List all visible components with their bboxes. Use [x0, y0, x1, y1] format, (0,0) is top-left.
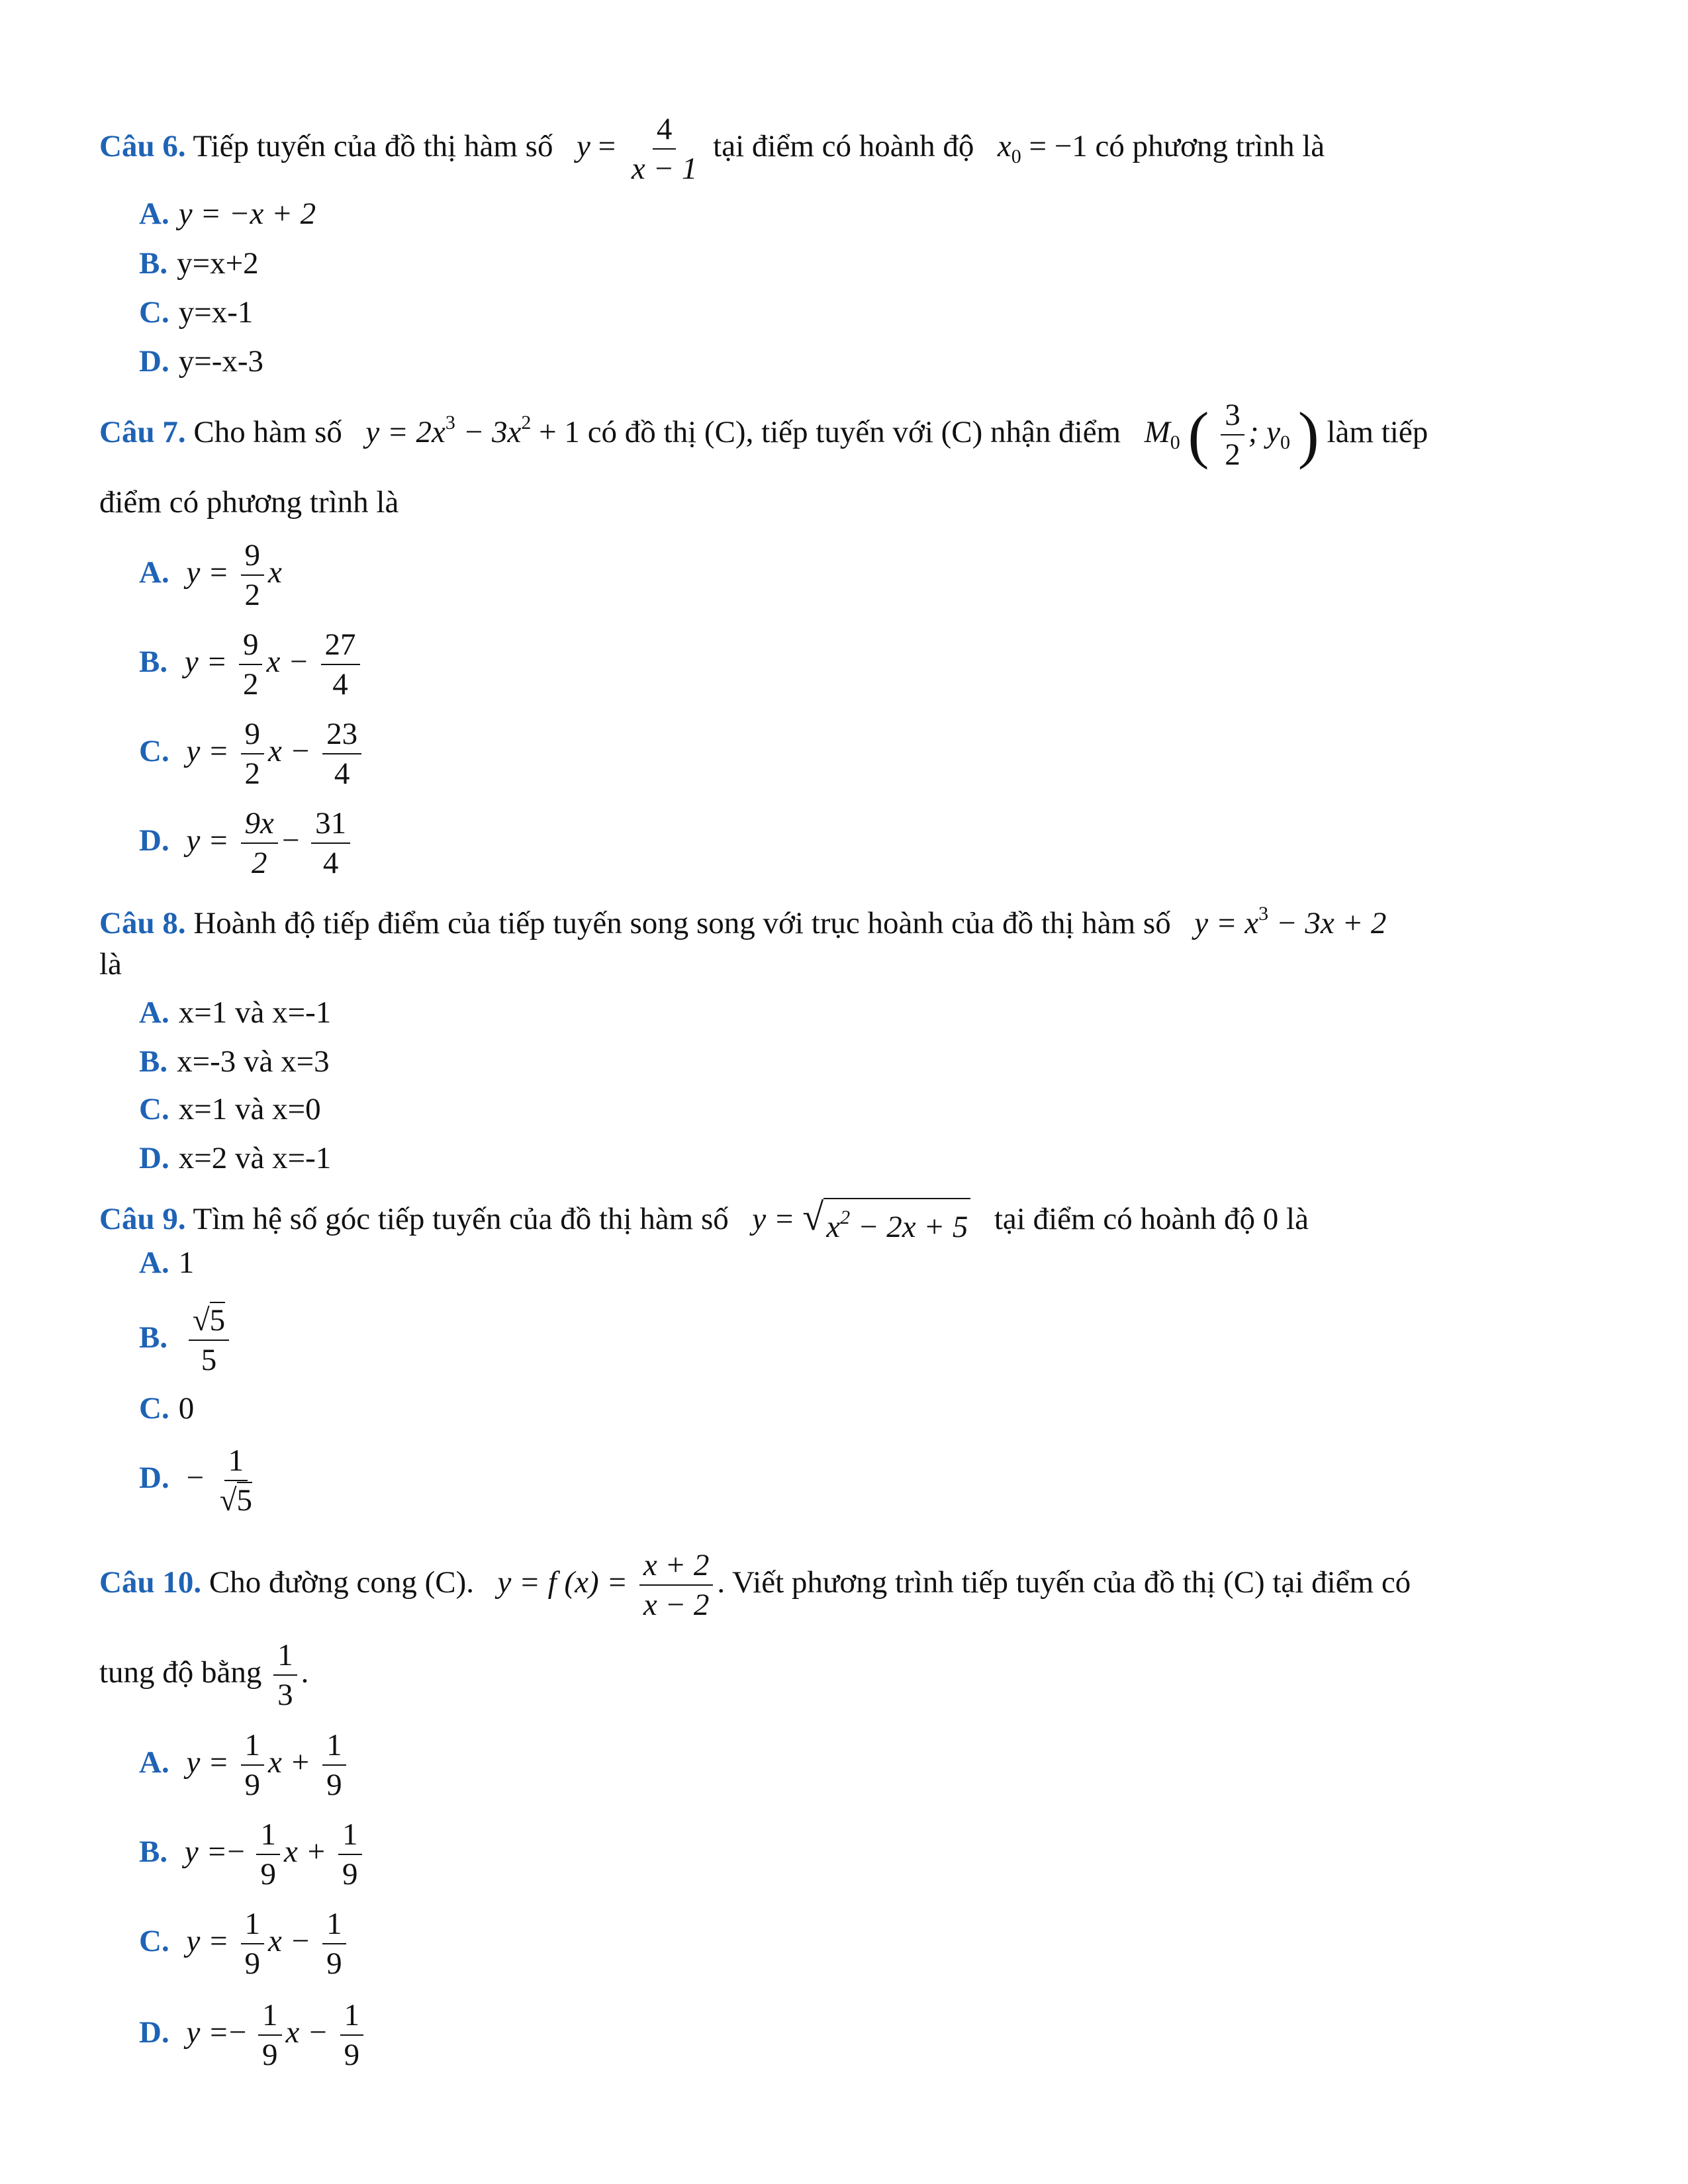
fraction-denominator: 9: [342, 1857, 358, 1891]
radical-sign: √: [192, 1303, 210, 1338]
option-9a[interactable]: [139, 1244, 194, 1281]
fraction-denominator: 4: [322, 846, 339, 880]
math-op: −: [186, 1460, 204, 1495]
math-sqrt: [802, 1195, 970, 1246]
math-paren: ): [1297, 399, 1319, 470]
math-expr: −: [281, 823, 300, 858]
option-text: 0: [178, 1391, 195, 1426]
fraction-numerator: 9x: [241, 805, 278, 844]
option-8d[interactable]: [139, 1140, 331, 1177]
math-fraction: [639, 1547, 714, 1623]
fraction-denominator: 2: [1225, 437, 1241, 472]
math-exponent: 3: [445, 411, 455, 433]
math-fraction: [241, 1727, 265, 1803]
math-expr: ; y: [1248, 414, 1281, 449]
fraction-numerator: 1: [340, 1997, 364, 2036]
math-fraction: [1221, 397, 1244, 473]
question-text: làm tiếp: [1327, 414, 1429, 449]
option-label: D.: [139, 1460, 169, 1495]
math-op: −: [228, 2015, 247, 2050]
fraction-numerator: 9: [239, 627, 263, 665]
math-fraction: [340, 1997, 364, 2073]
fraction-numerator: 4: [653, 111, 677, 150]
math-exponent: 2: [840, 1206, 851, 1228]
math-fraction: [241, 805, 278, 881]
math-fraction: [321, 627, 360, 702]
math-fraction: [256, 1817, 280, 1892]
math-expr: y = x: [1194, 906, 1259, 940]
fraction-denominator: 4: [332, 667, 348, 702]
question-text: Hoành độ tiếp điểm của tiếp tuyến song song với trục hoành của đồ thị hàm số: [193, 906, 1171, 940]
question-7: [99, 397, 1582, 473]
option-10b[interactable]: [139, 1817, 366, 1892]
option-label: B.: [139, 1834, 168, 1869]
math-expr: − 3x + 2: [1268, 906, 1387, 940]
fraction-denominator: x − 2: [643, 1588, 710, 1622]
option-label: D.: [139, 1141, 169, 1175]
question-text: là: [99, 947, 122, 981]
option-text: y=x+2: [177, 246, 259, 281]
math-expr: x −: [268, 733, 311, 768]
option-6c[interactable]: [139, 294, 253, 331]
math-expr: y =: [752, 1201, 795, 1236]
question-text: điểm có phương trình là: [99, 485, 399, 520]
question-text: tại điểm có hoành độ: [713, 128, 974, 163]
option-label: A.: [139, 995, 169, 1030]
option-text: x=2 và x=-1: [178, 1141, 332, 1175]
option-10c[interactable]: [139, 1906, 350, 1981]
math-expr: x −: [268, 1923, 311, 1958]
option-6a[interactable]: [139, 195, 316, 232]
option-7b[interactable]: [139, 627, 364, 702]
question-text: có phương trình là: [1095, 128, 1325, 163]
option-label: A.: [139, 1246, 169, 1280]
math-fraction: [241, 1906, 265, 1981]
math-fraction: [322, 716, 361, 792]
math-fraction: [216, 1443, 256, 1518]
fraction-numerator: 1: [241, 1727, 265, 1766]
question-text: Tìm hệ số góc tiếp tuyến của đồ thị hàm số: [193, 1201, 729, 1236]
option-6b[interactable]: [139, 245, 259, 282]
fraction-numerator: x + 2: [639, 1547, 714, 1586]
option-8a[interactable]: [139, 994, 331, 1031]
math-expr: x −: [266, 644, 309, 679]
option-9d[interactable]: [139, 1443, 260, 1518]
option-9c[interactable]: [139, 1390, 194, 1427]
question-text: tại điểm có hoành độ 0 là: [994, 1201, 1309, 1236]
fraction-numerator: 9: [241, 716, 265, 754]
radicand: 5: [236, 1483, 253, 1518]
option-text: 1: [178, 1246, 195, 1280]
option-7a[interactable]: [139, 537, 282, 613]
radical-sign: √: [219, 1483, 237, 1518]
fraction-denominator: 9: [244, 1768, 261, 1802]
option-label: B.: [139, 644, 168, 679]
option-label: B.: [139, 246, 168, 281]
option-7d[interactable]: [139, 805, 354, 881]
fraction-numerator: 1: [224, 1443, 248, 1481]
option-label: B.: [139, 1044, 168, 1079]
option-text: x=-3 và x=3: [177, 1044, 330, 1079]
fraction-denominator: x − 1: [631, 152, 698, 186]
option-label: D.: [139, 344, 169, 379]
fraction-numerator: 1: [322, 1727, 346, 1766]
math-fraction: [322, 1906, 346, 1981]
option-10a[interactable]: [139, 1727, 350, 1803]
option-label: B.: [139, 1320, 168, 1355]
fraction-denominator: 3: [277, 1678, 293, 1712]
math-fraction: [189, 1302, 229, 1378]
math-fraction: [322, 1727, 346, 1803]
question-text: tung độ bằng: [99, 1655, 262, 1690]
math-value: = −1: [1029, 128, 1088, 163]
math-expr: x +: [283, 1834, 327, 1869]
question-7-cont: [99, 483, 1582, 522]
fraction-numerator: 23: [322, 716, 361, 754]
fraction-numerator: 27: [321, 627, 360, 665]
option-label: D.: [139, 2015, 169, 2050]
fraction-numerator: [189, 1302, 229, 1341]
question-9: [99, 1195, 1582, 1246]
math-expr: x +: [268, 1745, 311, 1780]
fraction-denominator: 9: [326, 1768, 342, 1802]
question-10: [99, 1547, 1582, 1623]
math-expr: y =: [186, 2015, 229, 2050]
radicand: [823, 1198, 970, 1246]
math-paren: (: [1188, 399, 1209, 470]
math-fraction: [311, 805, 350, 881]
option-8c[interactable]: [139, 1091, 321, 1128]
radicand: 5: [209, 1303, 226, 1338]
math-expr: y =: [186, 1745, 229, 1780]
option-label: A.: [139, 197, 169, 231]
option-text: y=-x-3: [178, 344, 264, 379]
math-exponent: 2: [521, 411, 532, 433]
question-text: . Viết phương trình tiếp tuyến của đồ thị (C) tại điểm có: [717, 1565, 1411, 1600]
option-text: x=1 và x=-1: [178, 995, 332, 1030]
fraction-denominator: 2: [242, 667, 259, 702]
math-fraction: [258, 1997, 282, 2073]
option-label: C.: [139, 1092, 169, 1126]
math-expr: y =: [184, 644, 228, 679]
option-label: C.: [139, 1923, 169, 1958]
math-expr: − 2x + 5: [850, 1210, 968, 1244]
fraction-numerator: 3: [1221, 397, 1244, 435]
math-var: y: [576, 128, 590, 163]
option-label: C.: [139, 1391, 169, 1426]
fraction-denominator: 2: [251, 846, 267, 880]
math-expr: y = 2x: [365, 414, 445, 449]
question-8: [99, 895, 1582, 942]
fraction-numerator: 1: [241, 1906, 265, 1944]
math-expr: y =: [186, 555, 229, 590]
option-label: C.: [139, 295, 169, 330]
math-expr: x −: [285, 2015, 328, 2050]
math-fraction: [338, 1817, 362, 1892]
math-expr: y =: [184, 1834, 228, 1869]
math-op: −: [227, 1834, 245, 1869]
math-expr: − 3x: [455, 414, 522, 449]
fraction-numerator: 1: [322, 1906, 346, 1944]
math-var: x: [997, 128, 1011, 163]
math-expr: y = f (x) =: [497, 1565, 628, 1600]
math-fraction: [241, 716, 265, 792]
math-subscript: 0: [1280, 431, 1291, 453]
option-9b[interactable]: [139, 1302, 233, 1378]
fraction-denominator: 9: [244, 1946, 261, 1981]
option-text: y = −x + 2: [178, 197, 316, 231]
question-label: Câu 10.: [99, 1565, 202, 1600]
question-10-cont: [99, 1637, 1582, 1713]
math-fraction: [273, 1637, 297, 1713]
fraction-denominator: 2: [244, 578, 261, 612]
fraction-denominator: 9: [262, 2038, 278, 2072]
question-text: có đồ thị (C), tiếp tuyến với (C) nhận điểm: [587, 414, 1121, 449]
fraction-numerator: 1: [273, 1637, 297, 1676]
fraction-numerator: 9: [241, 537, 265, 576]
fraction-denominator: 5: [201, 1343, 217, 1377]
option-label: A.: [139, 1745, 169, 1780]
fraction-denominator: 9: [260, 1857, 276, 1891]
fraction-numerator: 1: [338, 1817, 362, 1855]
fraction-denominator: [216, 1481, 256, 1518]
fraction-denominator: 2: [244, 756, 261, 791]
fraction-numerator: 1: [256, 1817, 280, 1855]
math-fraction: [239, 627, 263, 702]
option-10d[interactable]: [139, 1997, 367, 2073]
fraction-numerator: 1: [258, 1997, 282, 2036]
question-6: [99, 111, 1582, 187]
math-op: =: [598, 128, 616, 163]
option-text: x=1 và x=0: [178, 1092, 321, 1126]
math-exponent: 3: [1258, 903, 1269, 925]
math-fraction: [628, 111, 702, 187]
question-text: Cho hàm số: [193, 414, 342, 449]
option-7c[interactable]: [139, 716, 365, 792]
question-text: Tiếp tuyến của đồ thị hàm số: [193, 128, 553, 163]
question-label: Câu 8.: [99, 906, 186, 940]
math-expr: y =: [186, 733, 229, 768]
option-label: D.: [139, 823, 169, 858]
fraction-numerator: 31: [311, 805, 350, 844]
question-label: Câu 9.: [99, 1201, 186, 1236]
math-var: M: [1144, 414, 1170, 449]
option-label: A.: [139, 555, 169, 590]
math-expr: x: [268, 555, 282, 590]
math-expr: y =: [186, 1923, 229, 1958]
fraction-denominator: 9: [344, 2038, 360, 2072]
question-text: Cho đường cong (C).: [209, 1565, 475, 1600]
math-var: x: [826, 1210, 841, 1244]
option-8b[interactable]: [139, 1043, 330, 1080]
question-text: .: [301, 1655, 309, 1690]
fraction-denominator: 9: [326, 1946, 342, 1981]
option-text: y=x-1: [178, 295, 254, 330]
question-8-cont: [99, 945, 1582, 983]
radical-sign: √: [802, 1195, 824, 1238]
math-fraction: [241, 537, 265, 613]
math-subscript: 0: [1170, 431, 1180, 453]
fraction-denominator: 4: [334, 756, 350, 791]
question-label: Câu 7.: [99, 414, 186, 449]
math-subscript: 0: [1011, 145, 1021, 167]
question-label: Câu 6.: [99, 128, 186, 163]
option-6d[interactable]: [139, 343, 263, 380]
math-expr: + 1: [531, 414, 580, 449]
option-label: C.: [139, 733, 169, 768]
math-expr: y =: [186, 823, 229, 858]
